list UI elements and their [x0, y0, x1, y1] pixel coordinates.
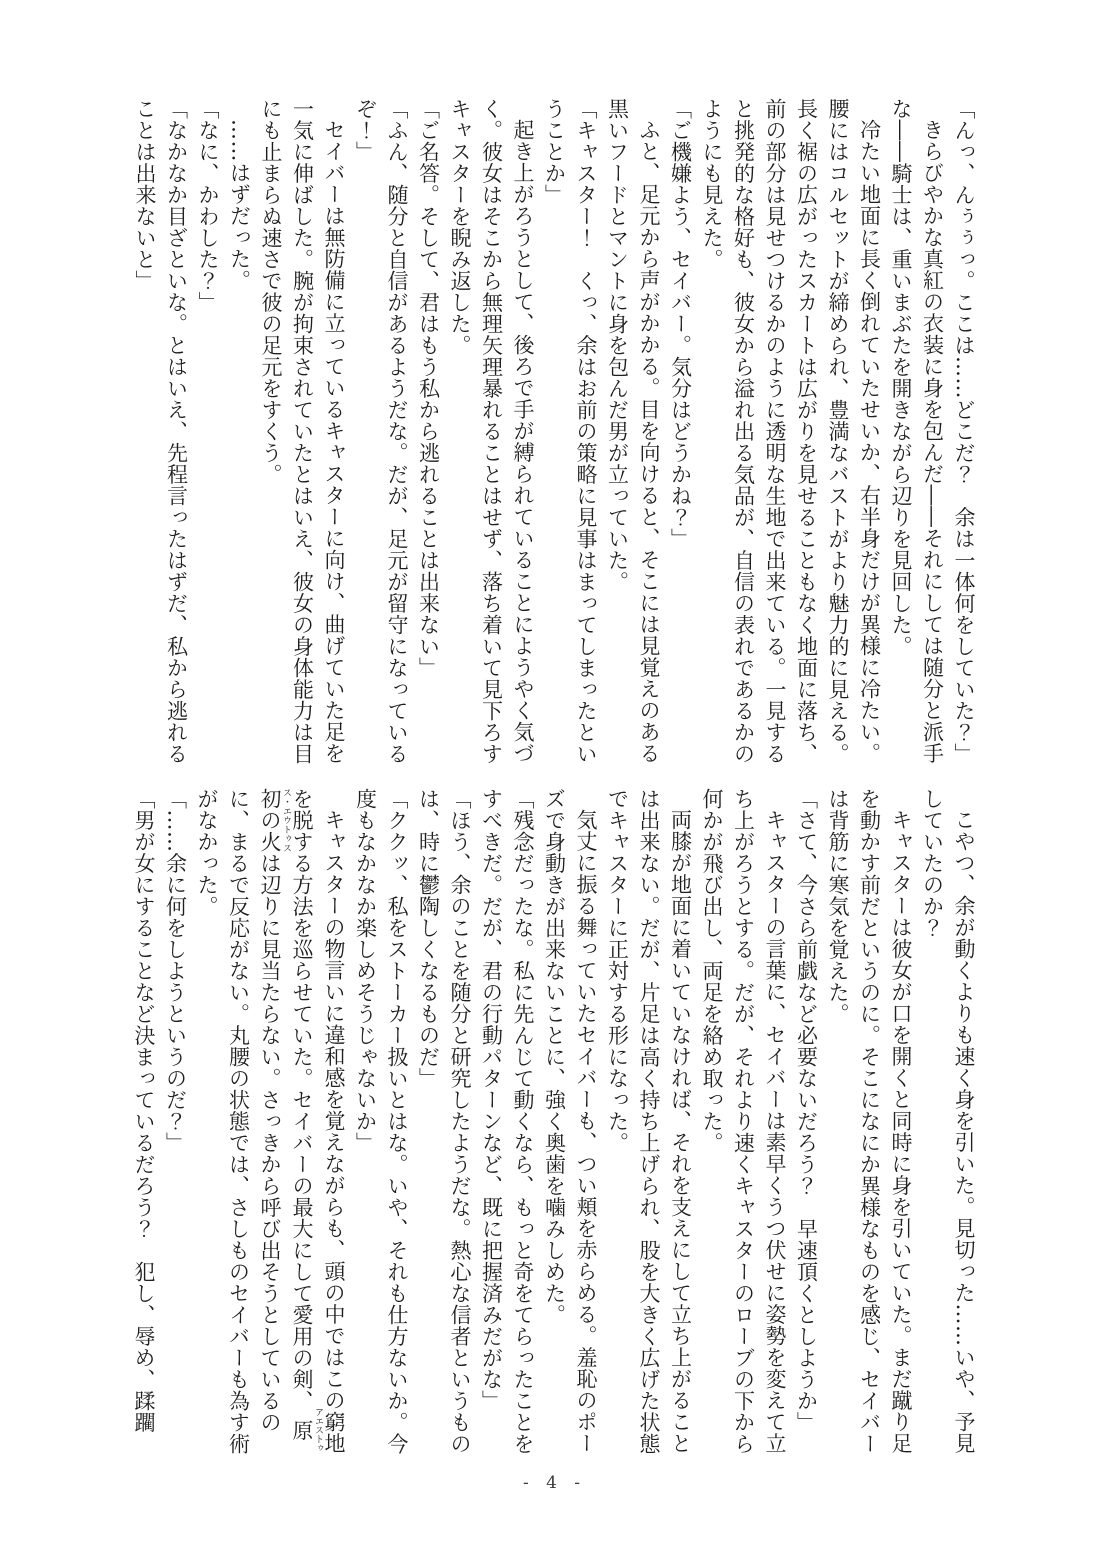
- paragraph: 起き上がろうとして、後ろで手が縛られていることにようやく気づく。彼女はそこから無理矢理暴れることはせず、落ち着いて見下ろすキャスターを睨み返した。: [448, 98, 535, 765]
- paragraph: 冷たい地面に長く倒れていたせいか、右半身だけが異様に冷たい。腰にはコルセットが締められ、豊満なバストがより魅力的に見える。長く裾の広がったスカートは広がりを見せることもなく地面に落ち、前の部分は見せつけるかのように透明な生地で出来ている。一見すると挑発的な格好も、彼女から溢れ出る気品が、自信の表れであるかのようにも見えた。: [700, 98, 882, 765]
- text-block-bottom: [128, 788, 980, 1464]
- page-number: - 4 -: [522, 1473, 587, 1493]
- paragraph: セイバーは無防備に立っているキャスターに向け、曲げていた足を一気に伸ばした。腕が拘束されていたとはいえ、彼女の身体能力は目にも止まらぬ速さで彼の足元をすくう。: [259, 98, 346, 765]
- paragraph: 「ご名答。そして、君はもう私から逃れることは出来ない」: [416, 98, 441, 679]
- paragraph: 「ご機嫌よう、セイバー。気分はどうかね？」: [668, 98, 693, 550]
- paragraph: 「なかなか目ざといな。とはいえ、先程言ったはずだ、私から逃れることは出来ないと」: [133, 98, 189, 765]
- ruby-annotation: 原初の火アエストゥス・エウトゥス: [258, 788, 323, 1453]
- paragraph: 「……余に何をしようというのだ？」: [163, 788, 188, 1154]
- paragraph: 「さて、今さら前戯など必要ないだろう？ 早速頂くとしようか」: [794, 788, 819, 1433]
- paragraph: 気丈に振る舞っていたセイバーも、つい頬を赤らめる。羞恥のポーズで身動きが出来ないことに、強く奥歯を噛みしめた。: [542, 788, 598, 1454]
- paragraph: ふと、足元から声がかかる。目を向けると、そこには見覚えのある黒いフードとマントに身を包んだ男が立っていた。: [605, 98, 661, 764]
- paragraph: 「なに、かわした？」: [196, 98, 220, 313]
- paragraph: キャスターは彼女が口を開くと同時に身を引いていた。まだ蹴り足を動かす前だというのに。そこになにか異様なものを感じ、セイバーは背筋に寒気を覚えた。: [826, 788, 913, 1455]
- paragraph: 「残念だったな。私に先んじて動くなら、もっと奇をてらったことをすべきだ。だが、君の行動パターンなど、既に把握済みだがな」: [479, 788, 535, 1455]
- paragraph: 「キャスター！ くっ、余はお前の策略に見事はまってしまったということか」: [542, 98, 598, 765]
- paragraph: きらびやかな真紅の衣装に身を包んだ――それにしては随分と派手な――騎士は、重いまぶたを開きながら辺りを見回した。: [889, 98, 945, 764]
- paragraph: 「ほう、余のことを随分と研究したようだな。熱心な信者というものは、時に鬱陶しくなるものだ」: [416, 788, 472, 1455]
- paragraph: ……はずだった。: [227, 119, 252, 291]
- paragraph: 「ククッ、私をストーカー扱いとはな。いや、それも仕方ないか。今度もなかなか楽しめそうじゃないか」: [353, 788, 409, 1455]
- paragraph: こやつ、余が動くよりも速く身を引いた。見切った……いや、予見していたのか？: [920, 788, 976, 1454]
- paragraph: 「男が女にすることなど決まっているだろう？ 犯し、辱め、蹂躙: [132, 788, 156, 1433]
- paragraph: 「んっ、んぅぅっ。ここは……どこだ？ 余は一体何をしていた？」: [952, 98, 976, 765]
- paragraph: 両膝が地面に着いていなければ、それを支えにして立ち上がることは出来ない。だが、片足は高く持ち上げられ、股を大きく広げた状態でキャスターに正対する形になった。: [605, 788, 693, 1455]
- paragraph: 「ふん、随分と自信があるようだな。だが、足元が留守になっているぞ！」: [353, 98, 409, 765]
- text-block-top: [129, 98, 980, 774]
- paragraph: キャスターの物言いに違和感を覚えながらも、頭の中ではこの窮地を脱する方法を巡らせていた。セイバーの最大にして愛用の剣、原初の火アエストゥス・エウトゥスは辺りに見当たらない。さっきから呼び出そうとしているのに、まるで反応がない。丸腰の状態では、さしものセイバーも為す術がなかった。: [195, 788, 346, 1455]
- paragraph: キャスターの言葉に、セイバーは素早くうつ伏せに姿勢を変えて立ち上がろうとする。だが、それより速くキャスターのローブの下から何かが飛び出し、両足を絡め取った。: [700, 788, 787, 1455]
